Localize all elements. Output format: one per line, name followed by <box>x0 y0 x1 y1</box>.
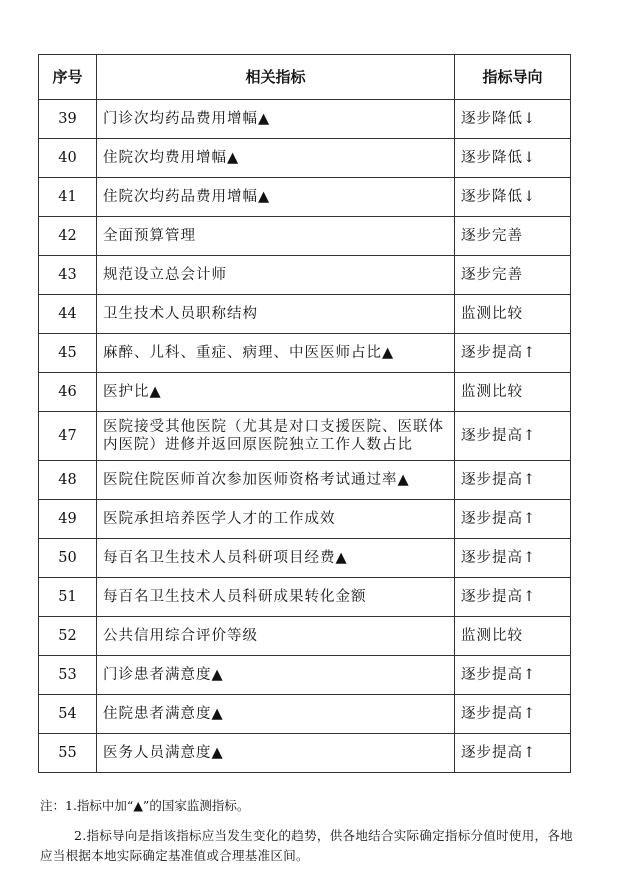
table-row <box>39 178 571 217</box>
indicator-direction: 逐步完善 <box>455 256 571 295</box>
header-serial-number: 序号 <box>39 55 97 100</box>
table-row <box>39 695 571 734</box>
table-row <box>39 461 571 500</box>
row-number: 42 <box>39 217 97 256</box>
indicator-name: 医院住院医师首次参加医师资格考试通过率▲ <box>97 461 455 500</box>
row-number: 47 <box>39 412 97 461</box>
indicator-name: 住院次均药品费用增幅▲ <box>97 178 455 217</box>
table-row <box>39 734 571 773</box>
row-number: 54 <box>39 695 97 734</box>
indicator-name: 门诊次均药品费用增幅▲ <box>97 100 455 139</box>
table-row <box>39 578 571 617</box>
row-number: 45 <box>39 334 97 373</box>
indicator-direction: 逐步完善 <box>455 217 571 256</box>
table-notes <box>40 796 580 866</box>
row-number: 55 <box>39 734 97 773</box>
note-indicator-direction: 2.指标导向是指该指标应当发生变化的趋势，供各地结合实际确定指标分值时使用，各地应当根据本地实际确定基准值或合理基准区间。 <box>40 828 573 863</box>
row-number: 48 <box>39 461 97 500</box>
row-number: 51 <box>39 578 97 617</box>
indicator-name: 每百名卫生技术人员科研成果转化金额 <box>97 578 455 617</box>
row-number: 50 <box>39 539 97 578</box>
table-row <box>39 100 571 139</box>
header-indicator-direction: 指标导向 <box>455 55 571 100</box>
table-row <box>39 217 571 256</box>
indicator-name: 医务人员满意度▲ <box>97 734 455 773</box>
indicator-name: 每百名卫生技术人员科研项目经费▲ <box>97 539 455 578</box>
indicator-direction: 逐步降低↓ <box>455 100 571 139</box>
indicator-name: 公共信用综合评价等级 <box>97 617 455 656</box>
row-number: 41 <box>39 178 97 217</box>
indicator-direction: 逐步提高↑ <box>455 695 571 734</box>
row-number: 43 <box>39 256 97 295</box>
indicator-direction: 逐步提高↑ <box>455 656 571 695</box>
indicator-direction: 逐步提高↑ <box>455 461 571 500</box>
indicator-direction: 逐步提高↑ <box>455 334 571 373</box>
table-row <box>39 373 571 412</box>
table-row <box>39 617 571 656</box>
row-number: 52 <box>39 617 97 656</box>
note-national-monitoring: 注：1.指标中加“▲”的国家监测指标。 <box>40 798 250 813</box>
row-number: 46 <box>39 373 97 412</box>
indicator-direction: 逐步降低↓ <box>455 178 571 217</box>
row-number: 44 <box>39 295 97 334</box>
indicator-direction: 逐步提高↑ <box>455 500 571 539</box>
indicator-name: 规范设立总会计师 <box>97 256 455 295</box>
indicator-name: 住院次均费用增幅▲ <box>97 139 455 178</box>
header-indicator-name: 相关指标 <box>97 55 455 100</box>
indicator-direction: 逐步提高↑ <box>455 578 571 617</box>
row-number: 53 <box>39 656 97 695</box>
indicator-name: 医院接受其他医院（尤其是对口支援医院、医联体内医院）进修并返回原医院独立工作人数占比 <box>97 412 455 461</box>
indicator-name: 卫生技术人员职称结构 <box>97 295 455 334</box>
indicator-direction: 监测比较 <box>455 295 571 334</box>
indicator-direction: 逐步提高↑ <box>455 412 571 461</box>
table-row <box>39 412 571 461</box>
indicator-direction: 逐步提高↑ <box>455 539 571 578</box>
table-row <box>39 539 571 578</box>
table-row <box>39 500 571 539</box>
indicator-name: 医院承担培养医学人才的工作成效 <box>97 500 455 539</box>
row-number: 40 <box>39 139 97 178</box>
indicator-direction: 逐步降低↓ <box>455 139 571 178</box>
indicator-name: 麻醉、儿科、重症、病理、中医医师占比▲ <box>97 334 455 373</box>
indicator-name: 门诊患者满意度▲ <box>97 656 455 695</box>
table-row <box>39 256 571 295</box>
row-number: 49 <box>39 500 97 539</box>
table-row <box>39 295 571 334</box>
indicator-name: 住院患者满意度▲ <box>97 695 455 734</box>
table-header-row <box>39 55 571 100</box>
indicator-direction: 监测比较 <box>455 373 571 412</box>
indicator-direction: 监测比较 <box>455 617 571 656</box>
indicator-direction: 逐步提高↑ <box>455 734 571 773</box>
indicator-name: 全面预算管理 <box>97 217 455 256</box>
table-row <box>39 139 571 178</box>
row-number: 39 <box>39 100 97 139</box>
indicator-table <box>38 54 571 773</box>
table-row <box>39 656 571 695</box>
table-row <box>39 334 571 373</box>
indicator-name: 医护比▲ <box>97 373 455 412</box>
